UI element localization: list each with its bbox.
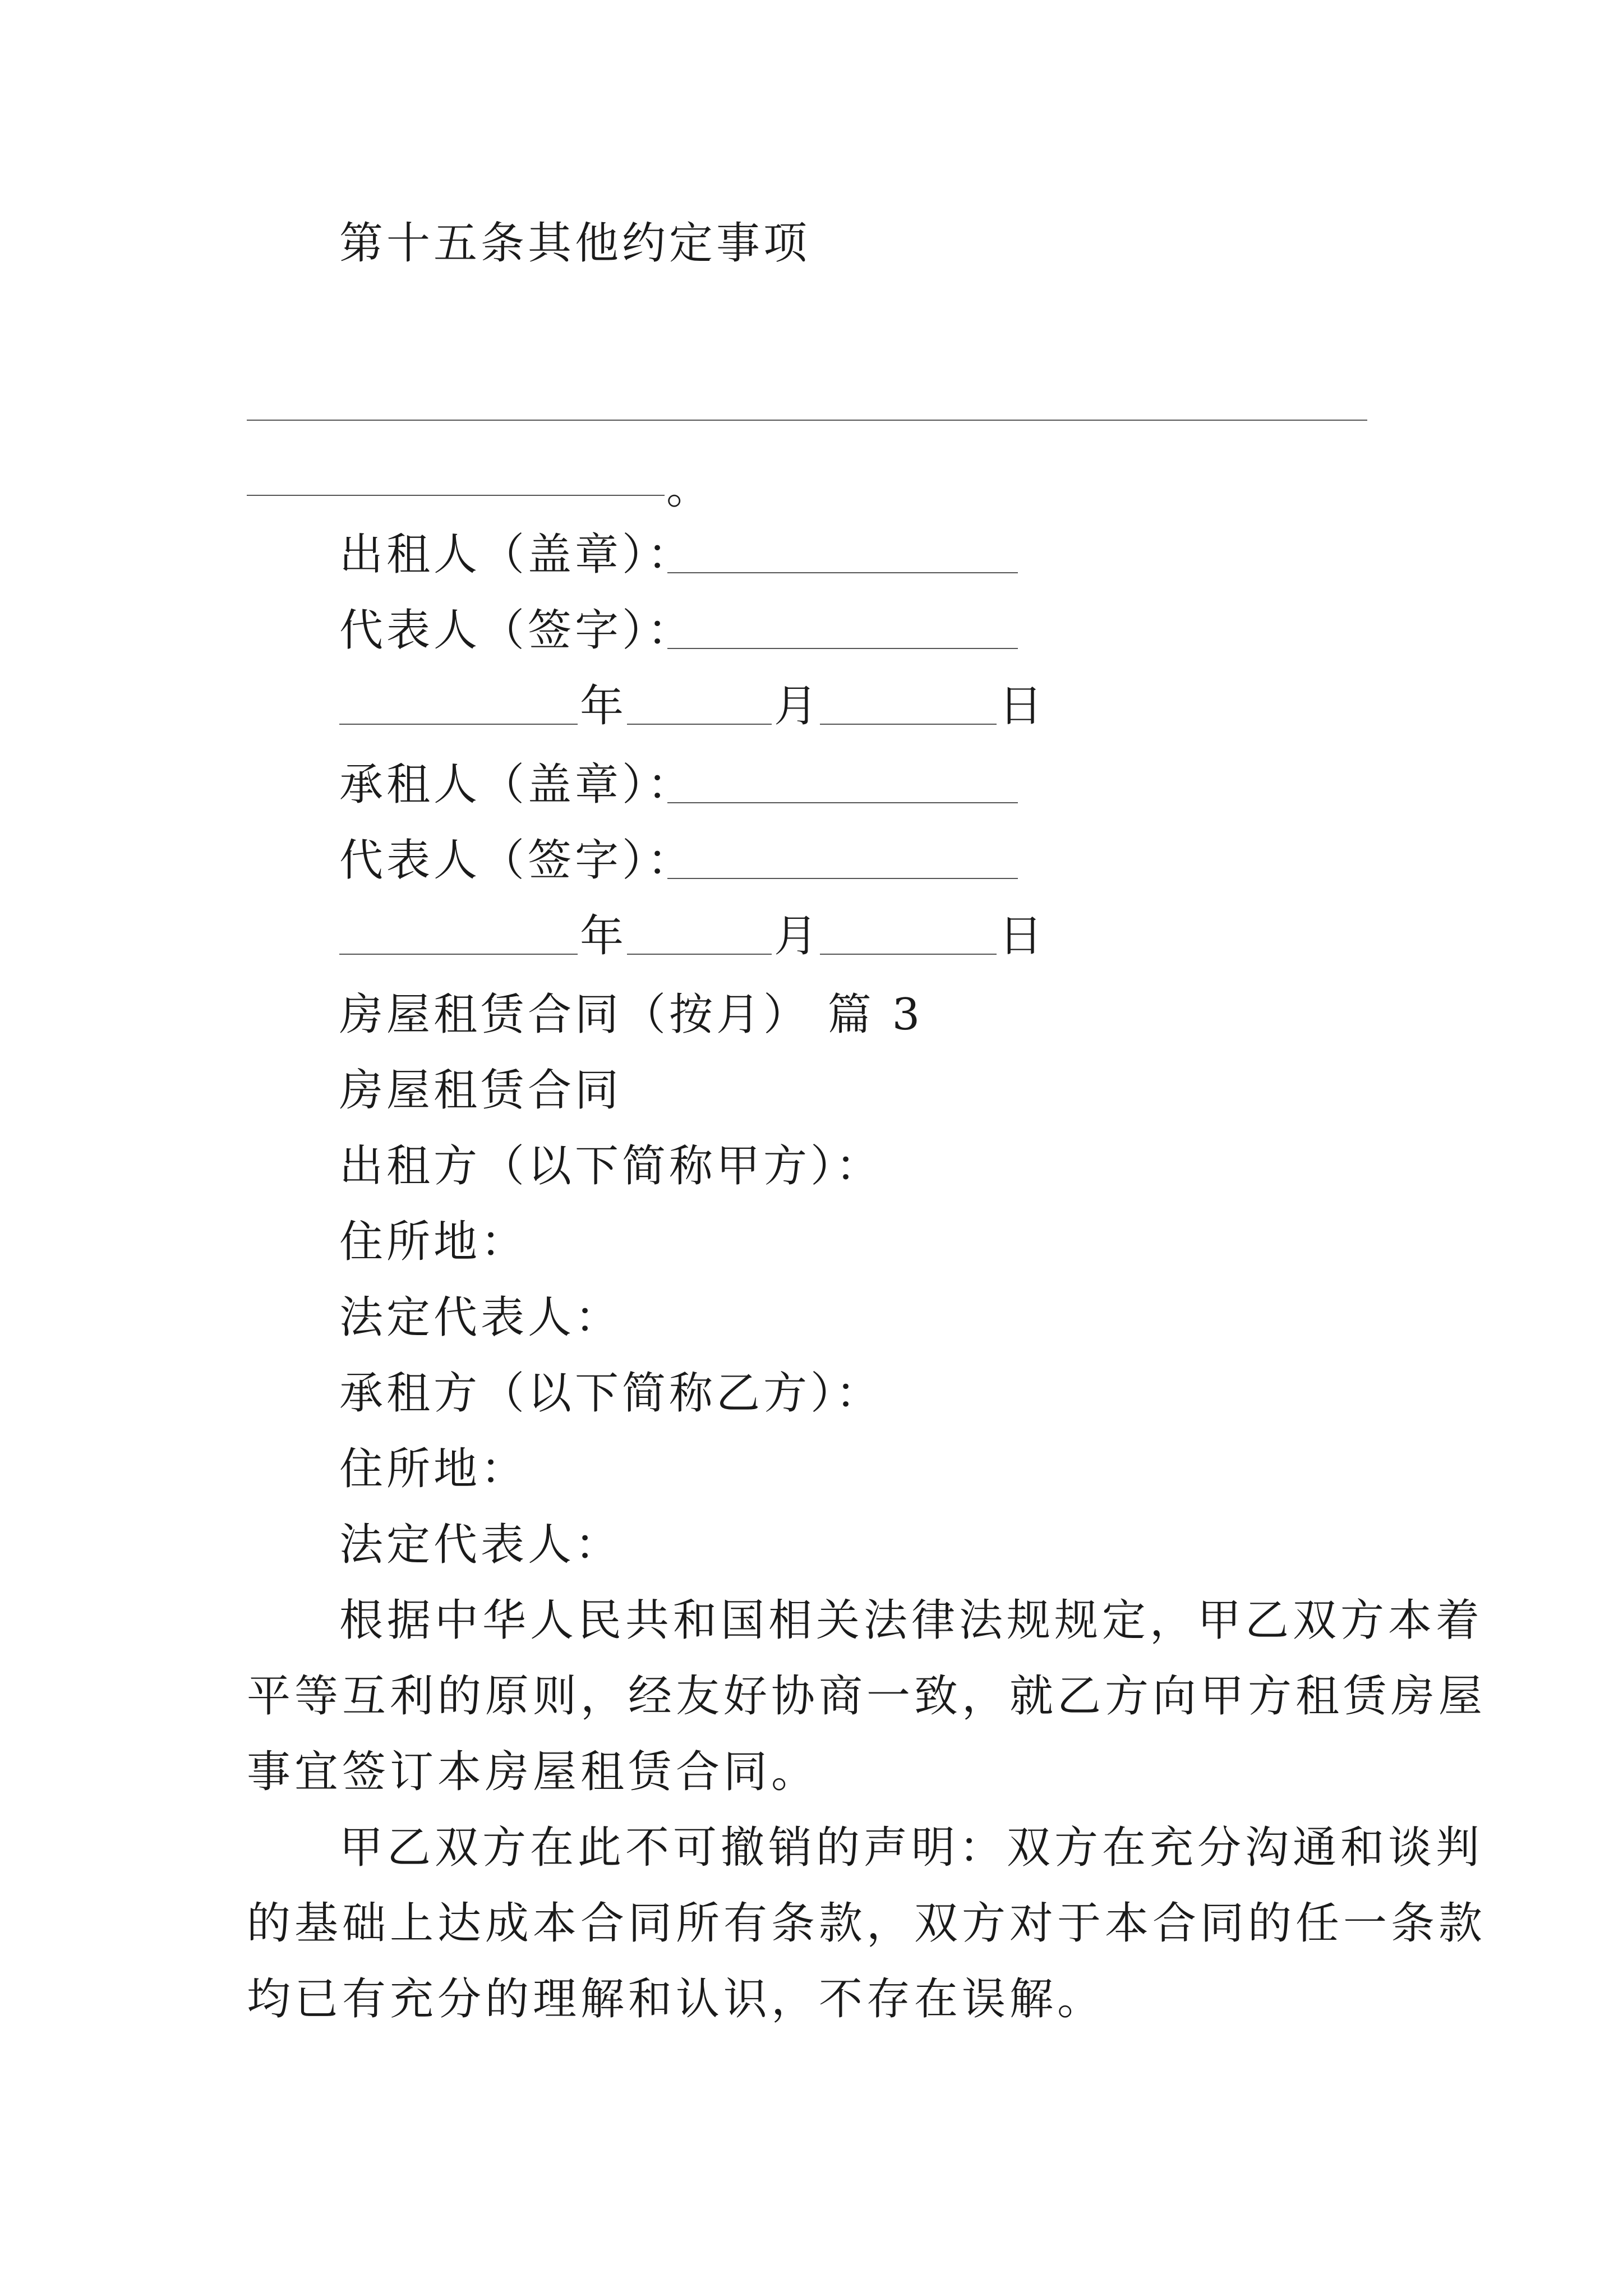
signature-blank [667, 802, 1018, 803]
signature-blank [667, 648, 1018, 649]
year-label: 年 [580, 681, 628, 731]
signature-blank [667, 572, 1018, 573]
lessor-legal-rep: 法定代表人： [339, 1292, 623, 1343]
day-label: 日 [999, 681, 1046, 731]
month-blank [627, 724, 772, 725]
paragraph-line: 平等互利的原则，经友好协商一致，就乙方向甲方租赁房屋 [247, 1671, 1487, 1722]
lessee-legal-rep: 法定代表人： [339, 1520, 623, 1570]
lessee-address: 住所地： [339, 1444, 528, 1494]
paragraph-line: 事宜签订本房屋租赁合同。 [247, 1747, 819, 1797]
paragraph-line: 根据中华人民共和国相关法律法规规定，甲乙双方本着 [339, 1595, 1484, 1646]
day-label: 日 [999, 911, 1046, 961]
month-blank [627, 954, 772, 955]
article-heading: 第十五条其他约定事项 [339, 218, 811, 269]
paragraph-line: 均已有充分的理解和认识，不存在误解。 [247, 1974, 1105, 2024]
year-label: 年 [580, 911, 628, 961]
month-label: 月 [774, 911, 822, 961]
period-mark: 。 [666, 463, 714, 514]
blank-line [247, 420, 1367, 421]
day-blank [820, 724, 997, 725]
year-blank [339, 954, 578, 955]
lessee-label: 承租方（以下简称乙方）： [339, 1368, 883, 1419]
month-label: 月 [774, 681, 822, 731]
day-blank [820, 954, 997, 955]
lessor-seal-label: 出租人（盖章）： [339, 530, 695, 580]
paragraph-line: 甲乙双方在此不可撤销的声明：双方在充分沟通和谈判 [339, 1823, 1484, 1873]
lessee-seal-label: 承租人（盖章）： [339, 760, 695, 810]
signature-blank [667, 878, 1018, 879]
lessor-label: 出租方（以下简称甲方）： [339, 1141, 883, 1191]
lessee-rep-sign-label: 代表人（签字）： [339, 835, 695, 886]
lessor-rep-sign-label: 代表人（签字）： [339, 605, 695, 656]
paragraph-line: 的基础上达成本合同所有条款，双方对于本合同的任一条款 [247, 1898, 1487, 1949]
contract-title: 房屋租赁合同 [339, 1065, 623, 1116]
lessor-address: 住所地： [339, 1217, 528, 1267]
year-blank [339, 724, 578, 725]
section-title: 房屋租赁合同（按月） 篇 3 [339, 990, 924, 1040]
blank-line [247, 495, 665, 496]
